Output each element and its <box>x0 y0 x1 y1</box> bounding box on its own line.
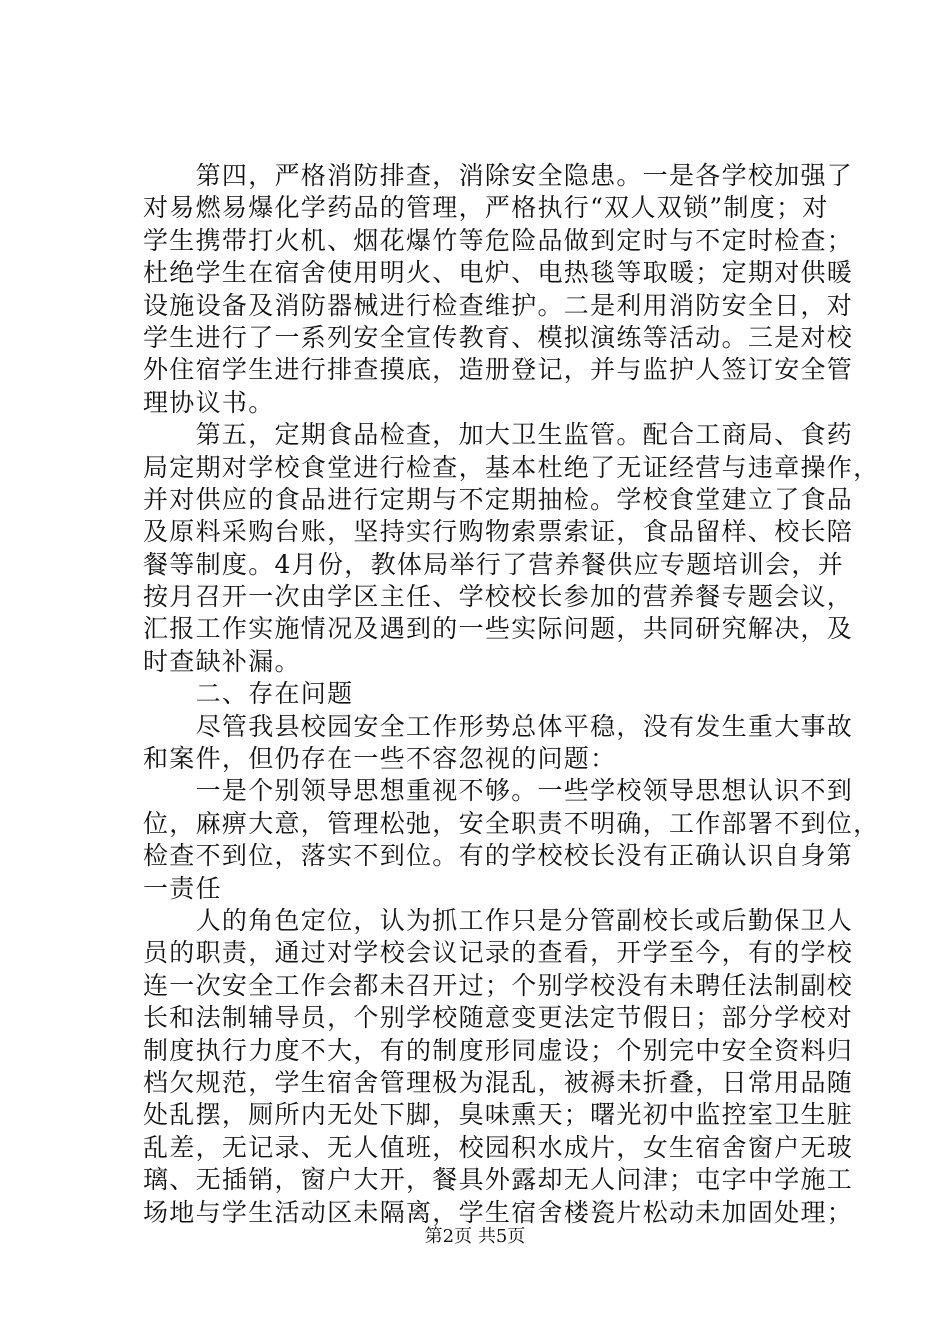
text-line: 连一次安全工作会都未召开过；个别学校没有未聘任法制副校 <box>143 970 854 1000</box>
text-line: 学生进行了一系列安全宣传教育、模拟演练等活动。三是对校 <box>143 322 854 352</box>
text-line: 长和法制辅导员，个别学校随意变更法定节假日；部分学校对 <box>143 1003 854 1033</box>
text-line: 处乱摆，厕所内无处下脚，臭味熏天；曙光初中监控室卫生脏 <box>143 1100 854 1130</box>
page-footer: 第2页 共5页 <box>424 1226 526 1247</box>
text-line: 局定期对学校食堂进行检查，基本杜绝了无证经营与违章操作， <box>143 452 880 482</box>
text-line: 制度执行力度不大，有的制度形同虚设；个别完中安全资料归 <box>143 1035 854 1065</box>
text-line: 学生携带打火机、烟花爆竹等危险品做到定时与不定时检查； <box>143 225 854 255</box>
text-line: 按月召开一次由学区主任、学校校长参加的营养餐专题会议， <box>143 582 854 612</box>
text-line: 二、存在问题 <box>143 679 354 709</box>
text-line: 员的职责，通过对学校会议记录的查看，开学至今，有的学校 <box>143 938 854 968</box>
text-line: 乱差，无记录、无人值班，校园积水成片，女生宿舍窗户无玻 <box>143 1132 854 1162</box>
text-line: 场地与学生活动区未隔离，学生宿舍楼瓷片松动未加固处理； <box>143 1197 854 1227</box>
text-line: 时查缺补漏。 <box>143 646 301 676</box>
text-line: 设施设备及消防器械进行检查维护。二是利用消防安全日，对 <box>143 290 854 320</box>
text-line: 位，麻痹大意，管理松弛，安全职责不明确，工作部署不到位， <box>143 808 880 838</box>
document-body <box>143 160 880 1229</box>
text-line: 人的角色定位，认为抓工作只是分管副校长或后勤保卫人 <box>143 905 854 935</box>
text-line: 对易燃易爆化学药品的管理，严格执行“双人双锁”制度；对 <box>143 193 829 223</box>
text-line: 一责任 <box>143 873 222 903</box>
text-line: 档欠规范，学生宿舍管理极为混乱，被褥未折叠，日常用品随 <box>143 1067 854 1097</box>
text-line: 第五，定期食品检查，加大卫生监管。配合工商局、食药 <box>143 420 854 450</box>
text-line: 一是个别领导思想重视不够。一些学校领导思想认识不到 <box>143 776 854 806</box>
text-line: 并对供应的食品进行定期与不定期抽检。学校食堂建立了食品 <box>143 484 854 514</box>
text-line: 理协议书。 <box>143 387 275 417</box>
text-line: 和案件，但仍存在一些不容忽视的问题： <box>143 744 617 774</box>
text-line: 餐等制度。4月份，教体局举行了营养餐供应专题培训会，并 <box>143 549 845 579</box>
text-line: 杜绝学生在宿舍使用明火、电炉、电热毯等取暖；定期对供暖 <box>143 258 854 288</box>
text-line: 外住宿学生进行排查摸底，造册登记，并与监护人签订安全管 <box>143 355 854 385</box>
text-line: 尽管我县校园安全工作形势总体平稳，没有发生重大事故 <box>143 711 854 741</box>
text-line: 璃、无插销，窗户大开，餐具外露却无人问津；屯字中学施工 <box>143 1165 854 1195</box>
text-line: 检查不到位，落实不到位。有的学校校长没有正确认识自身第 <box>143 841 854 871</box>
text-line: 及原料采购台账，坚持实行购物索票索证，食品留样、校长陪 <box>143 517 854 547</box>
text-line: 汇报工作实施情况及遇到的一些实际问题，共同研究解决，及 <box>143 614 854 644</box>
text-line: 第四，严格消防排查，消除安全隐患。一是各学校加强了 <box>143 161 854 190</box>
